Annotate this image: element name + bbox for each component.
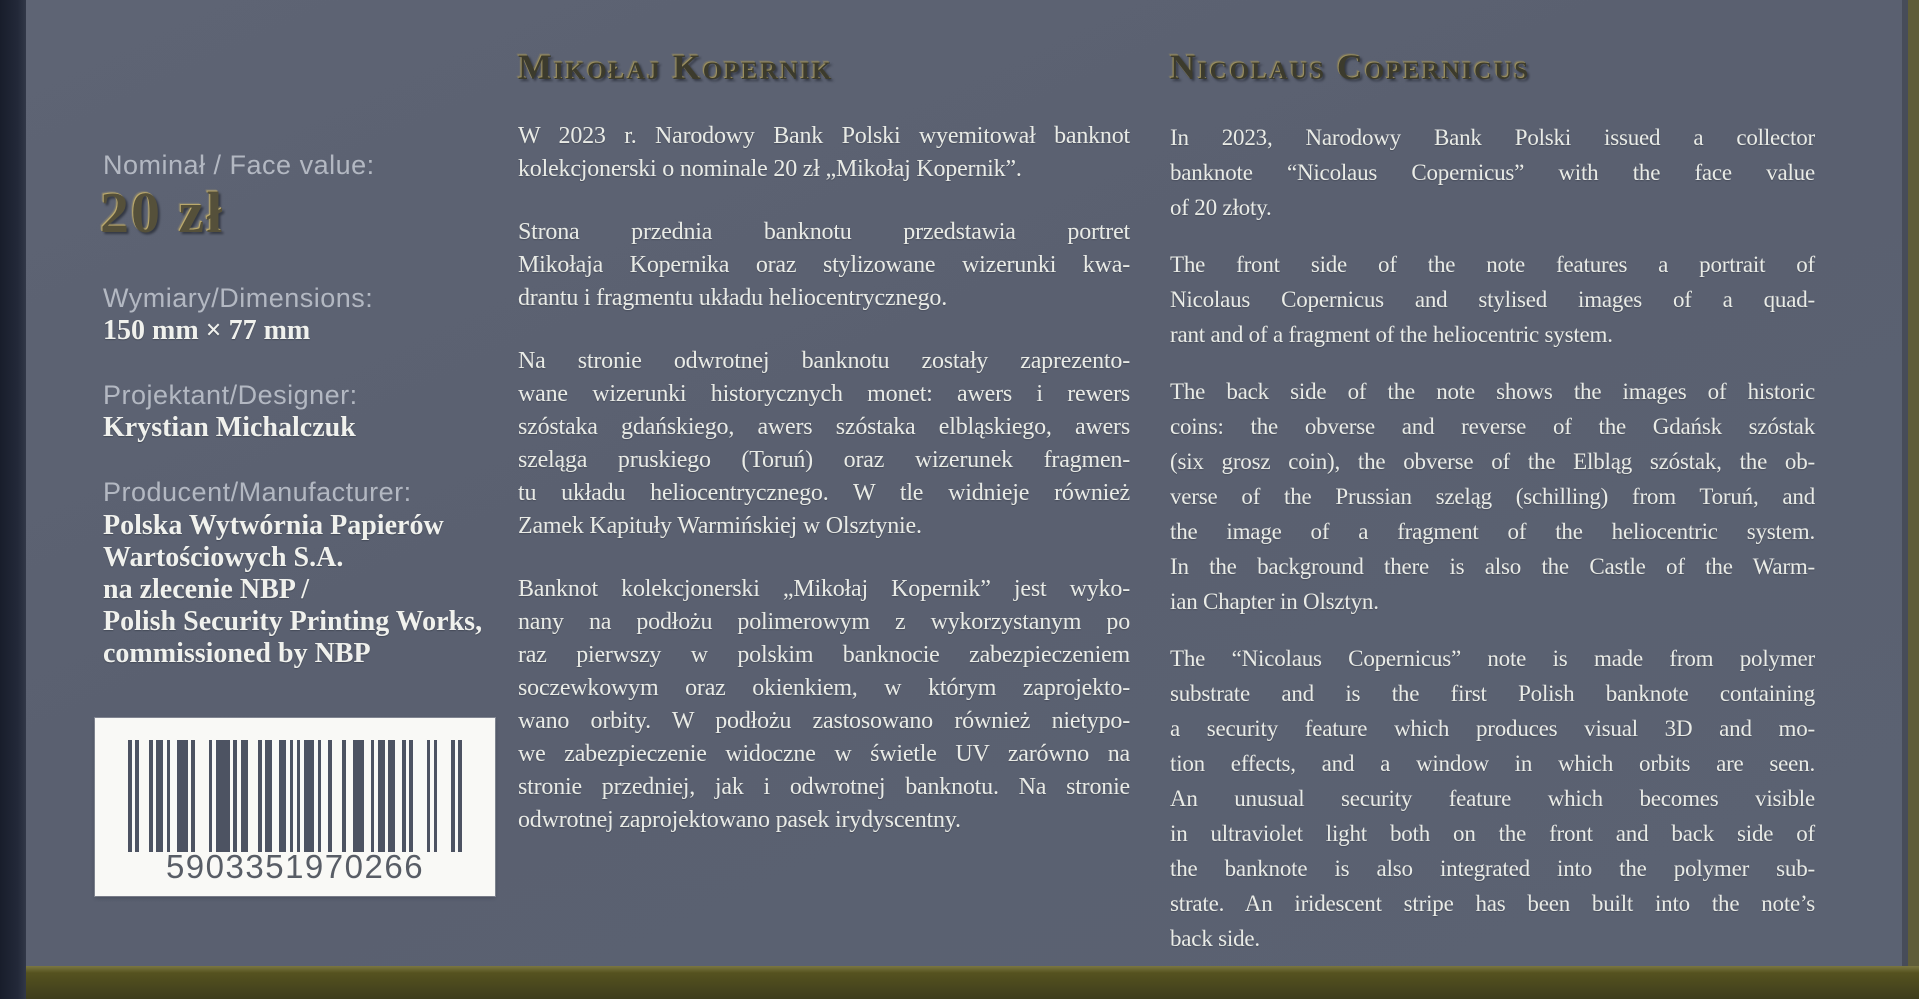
barcode-bar [318,740,322,852]
text-line: stronie przedniej, jak i odwrotnej banknotu. Na stronie [518,774,1130,800]
barcode-bar [290,740,294,852]
text-line: ian Chapter in Olsztyn. [1170,589,1379,614]
barcode-bar [304,740,315,852]
text-line: Zamek Kapituły Warmińskiej w Olsztynie. [518,513,922,539]
dimensions-label: Wymiary/Dimensions: [103,283,374,313]
barcode-bar [342,740,346,852]
paragraph [518,120,1130,186]
barcode-number: 5903351970266 [165,848,425,885]
text-line: Polish Security Printing Works, [103,606,483,637]
barcode-bar [409,740,413,852]
text-line: back side. [1170,926,1260,951]
text-line: The “Nicolaus Copernicus” note is made from polymer [1170,646,1815,671]
barcode-bar [279,740,286,852]
text-line: a security feature which produces visual 3D and mo- [1170,716,1815,741]
paragraph [518,573,1130,837]
barcode-bar [258,740,262,852]
text-line: In the background there is also the Castle of the Warm- [1170,554,1815,579]
polish-section-body [518,120,1130,867]
paragraph [518,216,1130,315]
barcode-bar [209,740,213,852]
paragraph [1170,641,1815,956]
text-line: (six grosz coin), the obverse of the Elbląg szóstak, the ob- [1170,449,1815,474]
text-line: Nicolaus Copernicus and stylised images of a quad- [1170,287,1815,312]
text-line: we zabezpieczenie widoczne w świetle UV zarówno na [518,741,1130,767]
text-line: strate. An iridescent stripe has been built into the note’s [1170,891,1815,916]
barcode-bar [167,740,171,852]
text-line: Banknot kolekcjonerski „Mikołaj Kopernik” jest wyko- [518,576,1130,602]
face-value: 20 zł [100,180,225,245]
english-section-title: Nicolaus Copernicus [1170,47,1531,87]
barcode-bar [233,740,237,852]
text-line: In 2023, Narodowy Bank Polski issued a collector [1170,125,1815,150]
barcode-bar [388,740,395,852]
text-line: soczewkowym oraz okienkiem, w którym zaprojekto- [518,675,1130,701]
barcode-bar [216,740,230,852]
text-line: szóstaka gdańskiego, awers szóstaka elbląskiego, awers [518,414,1130,440]
barcode-bar [241,740,248,852]
text-line: verse of the Prussian szeląg (schilling) from Toruń, and [1170,484,1815,509]
manufacturer-label: Producent/Manufacturer: [103,477,412,507]
text-line: rant and of a fragment of the heliocentric system. [1170,322,1613,347]
text-line: wano orbity. W podłożu zastosowano również nietypo- [518,708,1130,734]
text-line: Wartościowych S.A. [103,542,344,573]
text-line: coins: the obverse and reverse of the Gdańsk szóstak [1170,414,1815,439]
designer-value: Krystian Michalczuk [103,412,356,443]
text-line: Polska Wytwórnia Papierów [103,510,444,541]
barcode-bar [191,740,195,852]
text-line: kolekcjonerski o nominale 20 zł „Mikołaj Kopernik”. [518,156,1022,182]
barcode-bar [378,740,385,852]
barcode-bars [128,740,462,852]
text-line: An unusual security feature which becomes visible [1170,786,1815,811]
barcode-bar [128,740,132,852]
text-line: tu układu heliocentrycznego. W tle widnieje również [518,480,1130,506]
text-line: drantu i fragmentu układu heliocentrycznego. [518,285,948,311]
text-line: the image of a fragment of the heliocentric system. [1170,519,1815,544]
barcode-bar [458,740,462,852]
manufacturer-value [103,510,482,670]
barcode-bar [427,740,431,852]
text-line: in ultraviolet light both on the front and back side of [1170,821,1815,846]
dimensions-value: 150 mm × 77 mm [103,315,311,346]
text-line: the banknote is also integrated into the polymer sub- [1170,856,1815,881]
barcode-bar [156,740,163,852]
text-line: W 2023 r. Narodowy Bank Polski wyemitował banknot [518,123,1130,149]
polish-section-title: Mikołaj Kopernik [518,47,834,87]
paragraph [1170,120,1815,225]
designer-label: Projektant/Designer: [103,380,358,410]
barcode-bar [402,740,406,852]
barcode [95,718,495,896]
paragraph [1170,374,1815,619]
paragraph [518,345,1130,543]
barcode-bar [265,740,272,852]
text-line: commissioned by NBP [103,638,371,669]
text-line: Mikołaja Kopernika oraz stylizowane wizerunki kwa- [518,252,1130,278]
text-line: tion effects, and a window in which orbits are seen. [1170,751,1815,776]
text-line: szeląga pruskiego (Toruń) oraz wizerunek fragmen- [518,447,1130,473]
text-line: wane wizerunki historycznych monet: awers i rewers [518,381,1130,407]
text-line: odwrotnej zaprojektowano pasek irydyscentny. [518,807,961,833]
paragraph [1170,247,1815,352]
barcode-bar [434,740,438,852]
barcode-bar [149,740,153,852]
barcode-bar [353,740,364,852]
text-line: of 20 złoty. [1170,195,1272,220]
barcode-bar [451,740,455,852]
barcode-bar [328,740,332,852]
text-line: nany na podłożu polimerowym z wykorzystanym po [518,609,1130,635]
text-line: raz pierwszy w polskim banknocie zabezpieczeniem [518,642,1130,668]
text-line: banknote “Nicolaus Copernicus” with the face value [1170,160,1815,185]
text-line: na zlecenie NBP / [103,574,310,605]
text-line: Na stronie odwrotnej banknotu zostały zaprezento- [518,348,1130,374]
barcode-bar [135,740,139,852]
barcode-bar [371,740,375,852]
scan-edge-right [1908,0,1919,966]
scan-edge-left [0,0,26,999]
english-section-body [1170,120,1815,978]
text-line: Strona przednia banknotu przedstawia portret [518,219,1130,245]
barcode-bar [297,740,301,852]
text-line: The back side of the note shows the images of historic [1170,379,1815,404]
text-line: substrate and is the first Polish banknote containing [1170,681,1815,706]
text-line: The front side of the note features a portrait of [1170,252,1815,277]
face-value-label: Nominał / Face value: [103,150,375,180]
barcode-bar [177,740,188,852]
